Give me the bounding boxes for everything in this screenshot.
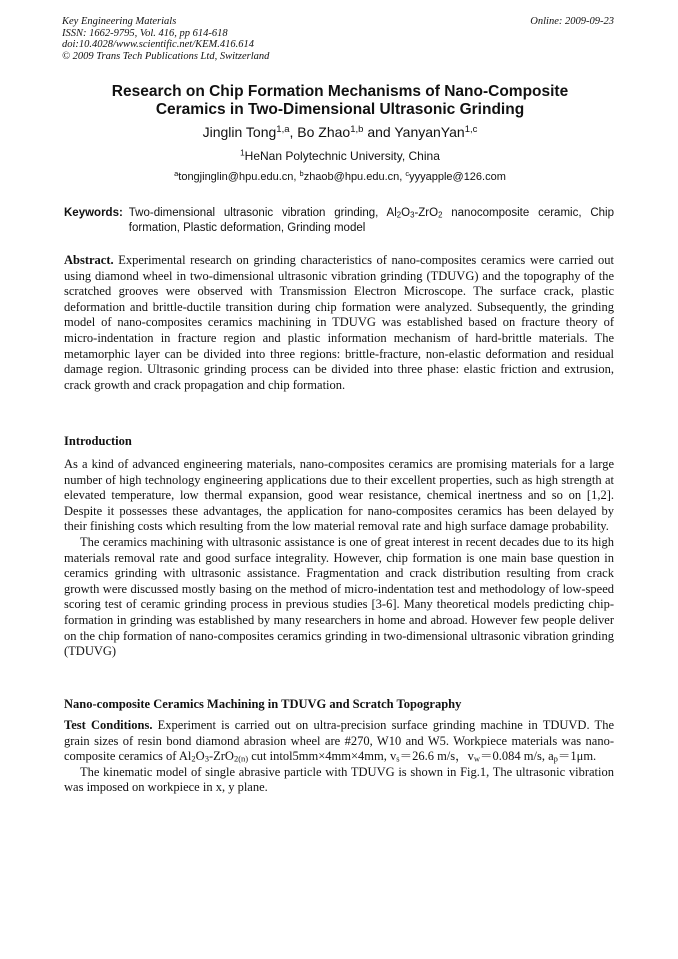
affiliation-text: HeNan Polytechnic University, China: [244, 149, 440, 163]
kw-sub: 2: [396, 210, 402, 220]
title-line-1: Research on Chip Formation Mechanisms of Nano-Composite: [111, 83, 569, 100]
abstract-text: Experimental research on grinding characteristics of nano-composites ceramics were carried out using diamond wheel in two-dimensional ultrasonic vibration grinding (TDUVG) and the topography of the scratched grooves were observed with Transmission Electron Microscope. The surface crack, plastic deformation and brittle-ductile transition during chip formation were analyzed. Subsequently, the grinding model of nano-composites ceramics machining in TDUVG was established based on fracture theory of micro-indentation in fracture region and plastic information mechanism of hard-brittle materials. The metamorphic layer can be divided into three regions: brittle-fracture, non-elastic deformation and residual damage region. Ultrasonic grinding process can be divided into three phase: elastic friction and extrusion, crack growth and crack propagation and chip formation.: [64, 253, 614, 392]
title-line-2: Ceramics in Two-Dimensional Ultrasonic Grinding: [155, 101, 525, 118]
section-paragraph-2: The kinematic model of single abrasive particle with TDUVG is shown in Fig.1, The ultrasonic vibration was imposed on workpiece in x, y plane.: [64, 764, 614, 795]
tc-sub: w: [473, 753, 481, 764]
tc-text: ＝26.6 m/s，v: [399, 749, 474, 764]
tc-sub: 2(n): [233, 753, 249, 764]
tc-text: -ZrO: [208, 749, 234, 764]
kw-part: O: [401, 207, 411, 219]
copyright-line: © 2009 Trans Tech Publications Ltd, Switzerland: [62, 50, 270, 62]
abstract: [64, 253, 614, 393]
email-sup-b: b: [299, 168, 304, 178]
intro-body: [64, 457, 614, 660]
tc-text: O: [195, 749, 205, 764]
email-2[interactable]: zhaob@hpu.edu.cn,: [303, 171, 406, 183]
affiliation-sup: 1: [240, 148, 245, 158]
tc-text: ＝0.084 m/s, a: [480, 749, 554, 764]
tc-sub: p: [553, 753, 558, 764]
kw-sub: 3: [410, 210, 415, 220]
kw-sub: 2: [438, 210, 443, 220]
tc-text: cut intol5mm×4mm×4mm, v: [248, 749, 397, 764]
tc-text: Experiment is carried out on ultra-precision surface grinding machine in TDUVD. The grain sizes of resin bond diamond abrasion wheel are #270, W10 and W5. Workpiece materials was nano-composite ceramics of Al: [64, 718, 614, 764]
tc-sub: 3: [204, 753, 209, 764]
section-heading: Nano-composite Ceramics Machining in TDUVG and Scratch Topography: [64, 697, 462, 711]
tc-text: ＝1μm.: [557, 749, 597, 764]
author-3: YanyanYan: [394, 124, 465, 140]
abstract-label: Abstract.: [64, 253, 114, 267]
email-3[interactable]: yyyapple@126.com: [409, 171, 506, 183]
keywords-label: Keywords:: [64, 207, 123, 219]
email-sup-c: c: [405, 168, 410, 178]
author-2: Bo Zhao: [297, 124, 351, 140]
online-date: Online: 2009-09-23: [530, 16, 614, 27]
author-sep-1: ,: [289, 124, 298, 140]
issn-line: ISSN: 1662-9795, Vol. 416, pp 614-618: [62, 27, 228, 39]
journal-header: [62, 16, 269, 62]
email-list: [60, 168, 620, 183]
tc-sub: 2: [191, 753, 196, 764]
kw-part: Two-dimensional ultrasonic vibration grinding, Al: [128, 207, 397, 219]
affiliation: [60, 149, 620, 163]
email-1[interactable]: tongjinglin@hpu.edu.cn,: [178, 171, 300, 183]
author-list: [60, 124, 620, 140]
author-3-sup: 1,c: [464, 123, 478, 135]
author-2-sup: 1,b: [350, 123, 364, 135]
doi-line: doi:10.4028/www.scientific.net/KEM.416.614: [62, 39, 254, 50]
intro-paragraph-2: The ceramics machining with ultrasonic assistance is one of great interest in recent decades due to its high materials removal rate and good surface integrality. However, chip formation is one main base question in ceramics grinding with ultrasonic assistance. Fragmentation and crack distribution resulting from crack growth were discussed mostly basing on the method of micro-indentation test and methodology of low-speed scoring test of ceramic grinding process in previous studies [3-6]. Many theoretical models predicting chip-formation in grinding was established by many researchers in home and abroad. However few people deliver on the chip formation of nano-composites ceramics grinding in two-dimensional ultrasonic vibration grinding (TDUVG): [64, 534, 614, 659]
intro-paragraph-1: As a kind of advanced engineering materials, nano-composites ceramics are promising materials for a large number of high technology engineering applications due to their excellent properties, such as high strength at elevated temperature, low thermal expansion, good wear resistance, chemical inertness and so on [1,2]. Despite it possesses these advantages, the application for nano-composites ceramics has been delayed by their finishing costs which resulting from the low material removal rate and high surface damage probability.: [64, 457, 614, 534]
journal-name: Key Engineering Materials: [62, 16, 177, 27]
author-1-sup: 1,a: [276, 123, 290, 135]
author-sep-2: and: [363, 124, 395, 140]
paper-title: [60, 83, 620, 119]
kw-part: nanocomposite ceramic, Chip formation, Plastic deformation, Grinding model: [128, 207, 614, 234]
tc-sub: s: [396, 753, 400, 764]
test-conditions: [64, 718, 614, 796]
intro-heading: Introduction: [64, 434, 132, 448]
author-1: Jinglin Tong: [202, 124, 277, 140]
keywords-text: [129, 206, 614, 236]
keywords: [64, 206, 614, 236]
test-conditions-label: Test Conditions.: [64, 718, 153, 732]
email-sup-a: a: [174, 168, 179, 178]
kw-part: -ZrO: [414, 207, 439, 219]
